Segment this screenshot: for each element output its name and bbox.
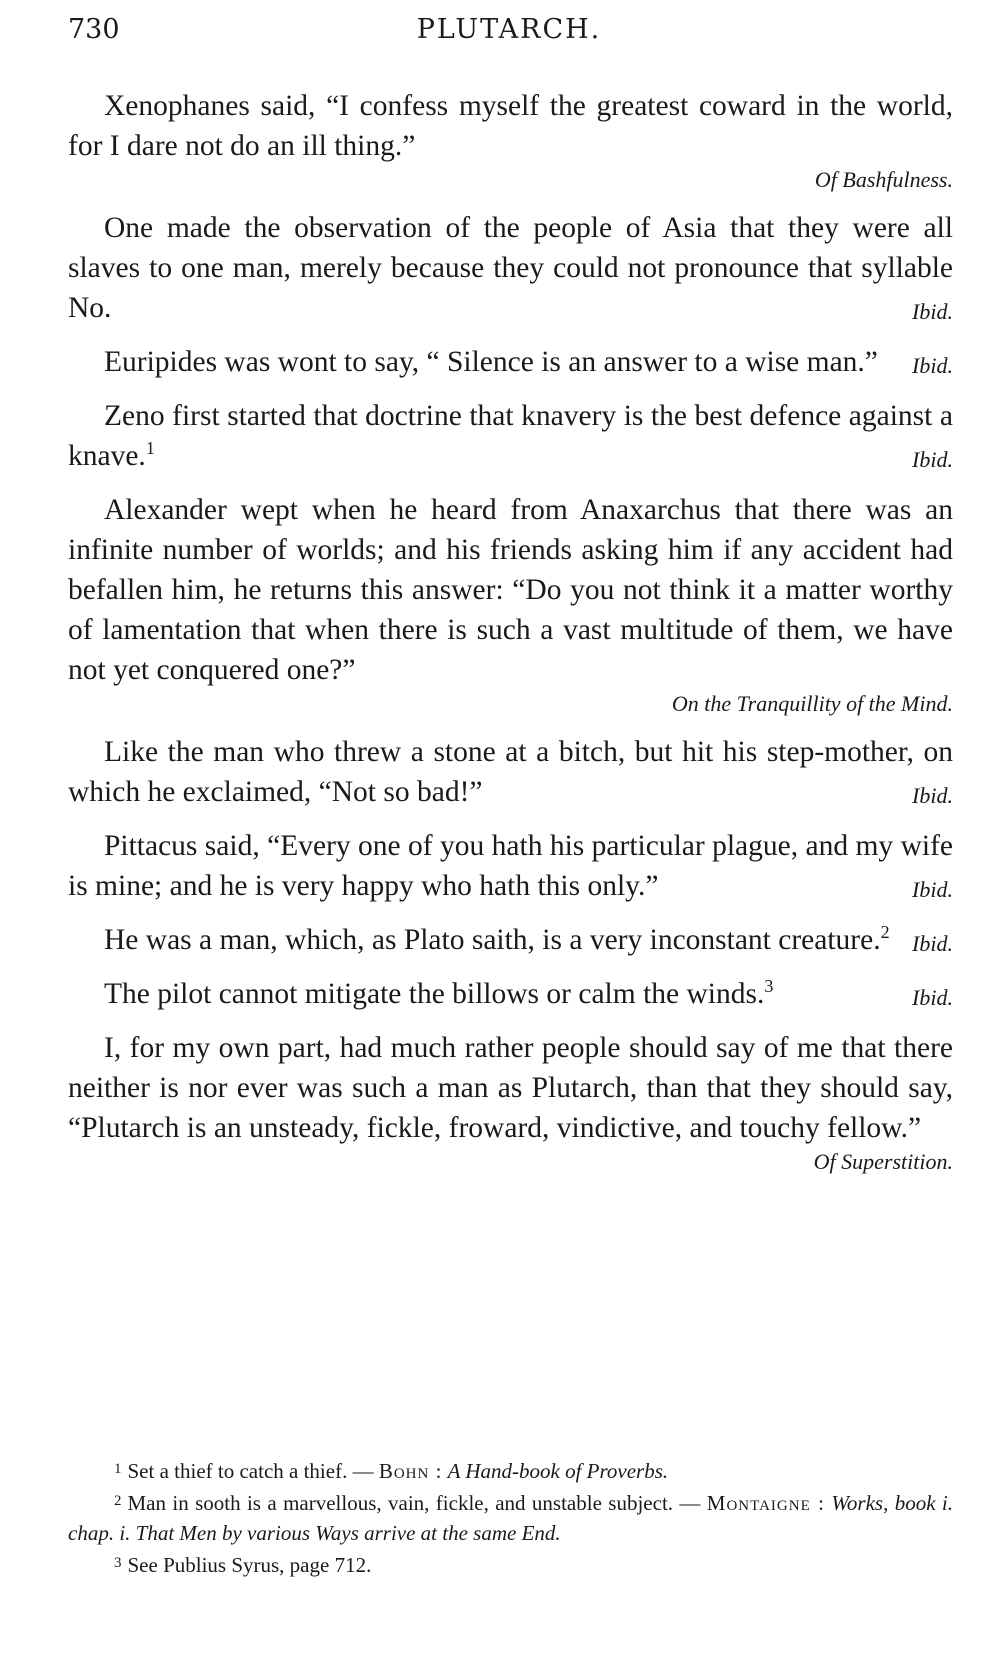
quote-text: I, for my own part, had much rather people should say of me that there neither is nor ever was such a man as Plutarch, than that they should say, “Plutarch is an unsteady, fickle, froward, vindictive, and touchy fellow.”	[68, 1032, 953, 1144]
page-number: 730	[68, 14, 120, 45]
quote-source: Ibid.	[912, 353, 953, 378]
quote-source: Ibid.	[912, 985, 953, 1010]
quote-text: Euripides was wont to say, “ Silence is an answer to a wise man.”	[104, 346, 878, 378]
footnote-reference: 2	[880, 922, 890, 942]
footnote-text: Man in sooth is a marvellous, vain, fickle, and unstable subject. —	[127, 1491, 707, 1515]
quote-text: Alexander wept when he heard from Anaxarchus that there was an infinite number of worlds; and his friends asking him if any accident had befallen him, he returns this answer: “Do you not think it a matter worthy of lamentation that when there is such a vast multitude of them, we have not yet conquered one?”	[68, 494, 953, 686]
footnote	[68, 1486, 953, 1548]
footnote-reference: 1	[145, 438, 155, 458]
quote-block	[68, 920, 953, 960]
quote-block	[68, 342, 953, 382]
running-title: PLUTARCH.	[416, 14, 602, 45]
footnote-text: Set a thief to catch a thief. —	[127, 1459, 379, 1483]
quotations-body	[68, 86, 953, 1190]
quote-text-content: He was a man, which, as Plato saith, is a very inconstant creature.	[104, 924, 881, 956]
quote-source: Ibid.	[912, 299, 953, 324]
quote-block	[68, 396, 953, 476]
footnote	[68, 1454, 953, 1486]
quote-source: Ibid.	[912, 447, 953, 472]
quote-source: Ibid.	[912, 931, 953, 956]
footnote	[68, 1548, 953, 1580]
quote-block	[68, 86, 953, 194]
quote-source: Of Superstition.	[813, 1149, 953, 1174]
quote-block	[68, 732, 953, 812]
footnote-mark: 2	[114, 1493, 122, 1509]
quote-text: Xenophanes said, “I confess myself the greatest coward in the world, for I dare not do an ill thing.”	[68, 90, 953, 162]
quote-block	[68, 1028, 953, 1176]
footnote-mark: 3	[114, 1555, 122, 1571]
quote-block	[68, 974, 953, 1014]
quote-source: On the Tranquillity of the Mind.	[671, 691, 953, 716]
quote-block	[68, 208, 953, 328]
footnote-work: Works, book i. chap. i. That Men by various Ways arrive at the same End.	[68, 1491, 954, 1545]
quote-text-content: The pilot cannot mitigate the billows or calm the winds.	[104, 978, 765, 1010]
quote-text	[68, 920, 953, 960]
footnote-work: A Hand-book of Proverbs.	[447, 1459, 669, 1483]
footnote-reference: 3	[764, 976, 774, 996]
quote-text: One made the observation of the people of Asia that they were all slaves to one man, merely because they could not pronounce that syllable No.	[68, 212, 953, 324]
footnotes	[68, 1454, 953, 1580]
quote-source: Of Bashfulness.	[814, 167, 953, 192]
page-header	[68, 10, 950, 50]
footnote-author: Montaigne :	[706, 1491, 825, 1515]
footnote-mark: 1	[114, 1461, 122, 1477]
quote-text: Pittacus said, “Every one of you hath his particular plague, and my wife is mine; and he is very happy who hath this only.”	[68, 830, 953, 902]
quote-text: Like the man who threw a stone at a bitch, but hit his step-mother, on which he exclaimed, “Not so bad!”	[68, 736, 953, 808]
quote-source: Ibid.	[912, 783, 953, 808]
footnote-author: Bohn :	[378, 1459, 443, 1483]
quote-text-content: Zeno first started that doctrine that knavery is the best defence against a knave.	[68, 400, 953, 472]
quote-block	[68, 490, 953, 718]
footnote-text: See Publius Syrus, page 712.	[127, 1553, 372, 1577]
quote-source: Ibid.	[912, 877, 953, 902]
quote-block	[68, 826, 953, 906]
